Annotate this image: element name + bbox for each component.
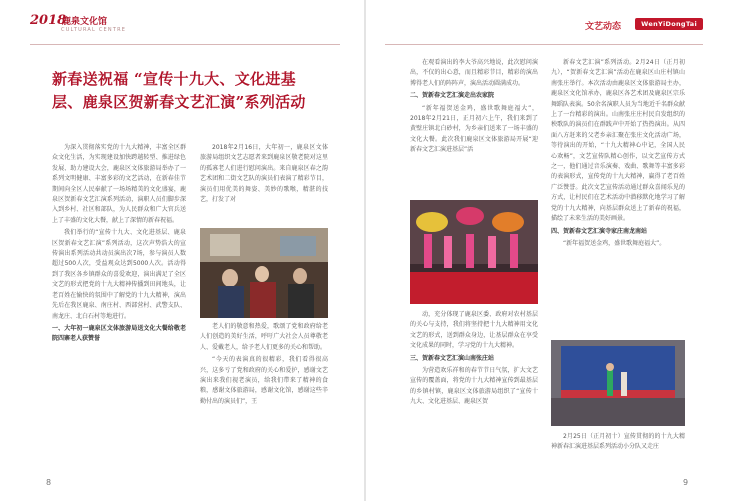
right-column-2-top	[551, 58, 685, 251]
paragraph: 老人们的敬意和热爱，歌颂了党和政府给老人们创造的美好生活，呼吁广大社会人员尊敬老人、爱戴老人，给予老人们更多的关心和帮助。	[200, 323, 328, 351]
section-heading: 一、大年初一鹿泉区文体旅游局送文化大餐给敬老院四寨老人获赞誉	[52, 324, 186, 343]
page-number-right: 9	[683, 478, 689, 487]
article-title	[52, 68, 342, 114]
right-page	[365, 0, 730, 501]
paragraph: “新年福贺送金鸡，盛世歌舞庭福大”。	[563, 239, 666, 247]
paragraph: 2月25日（正月初十）宣传贯彻的的十九大精神新春汇演进基层系列活动小分队又走庄	[551, 433, 685, 451]
brand-english: CULTURAL CENTRE	[61, 27, 127, 33]
paragraph: 动，充分体现了鹿泉区委、政府对农村基层的关心与支持，我们将坚持把十九大精神用文化文艺的形式，送到群众身边，让基层群众在享受文化成果的同时，学习党的十九大精神。	[410, 311, 538, 350]
section-heading: 三、贺新春文艺汇演山南张庄站	[410, 354, 495, 362]
section-title: 文艺动态	[584, 22, 621, 32]
brand-name: 鹿泉文化馆	[62, 17, 108, 27]
title-line-2: 层、鹿泉区贺新春文艺汇演”系列活动	[52, 93, 306, 111]
left-column-2-bottom	[200, 322, 328, 409]
page-number-left: 8	[46, 478, 52, 487]
paragraph: “今天的表演真的很精彩，我们看得很高兴，这多亏了党和政府的关心和爱护，感谢文艺演出来我们视老演员，给我们带来了精神的食粮，感谢文体旅游局，感谢文化馆，感谢这些辛勤付出的演员们”，王	[200, 356, 328, 405]
paragraph: 2018年2月16日，大年初一，鹿泉区文体旅游局组织文艺志愿者来到鹿泉区敬老院对这里的孤寡老人们进行慰问演出。来自鹿泉区春之韵艺术团和二街文艺队的演员们表演了精彩节目，演员们用优美的舞姿、美妙的歌喉，精湛的技艺，打发了对	[200, 144, 328, 204]
paragraph: 为深入贯彻落实党的十九大精神，丰富全区群众文化生活，为实现建设加快跨越转型、推进绿色发展、助力建设大会，鹿泉区文体旅游局举办了一系列文明健康、丰富多彩的文艺活动，在新春佳节期间向全区人民奉献了一场场精美的文化盛宴，鹿泉区贺新春文艺汇演系列活动，演职人员们脚步深入到乡村、社区和部队，为人民群众和广大官兵送上了丰盛的文化大餐，献上了深情的新春祝福。	[52, 144, 186, 224]
paragraph: “新年福贺送金鸡，盛世歌舞庭福大”，2018年2月21日，正月初六上午，我们来到了黄壁庄镇北白砂村，为乡亲们送来了一场丰盛的文化大餐。此次我们鹿泉区文体旅游局开展“迎新春文艺汇演进基层”活	[410, 104, 538, 154]
section-header	[385, 10, 703, 45]
nursing-home-photo	[200, 228, 328, 318]
right-column-2-bottom	[551, 432, 685, 455]
paragraph: 我们举行的“宣传十九大、文化进基层、鹿泉区贺新春文艺汇演”系列活动，这次声势浩大的宣传演出系列活动共动员演出次7场，参与演员人数超过500人次，受益观众达到5000人次。活动得到了我区各乡镇群众的喜爱欢迎，演出满足了全区文艺的形式把党的十九大精神传播到田间地头，让老百姓在愉快的氛围中了解党的十九大精神，演出先后在我区鹿泉、南庄村、西部营村、武警支队、南龙庄、北白石村等地进行。	[52, 229, 186, 320]
magazine-header	[30, 10, 340, 45]
paragraph: 新春文艺汇演”系列活动。2月24日（正月初九），“贺新春文艺汇演”活动在鹿泉区山庄村镇山南张庄举行。本次活动由鹿泉区文体旅游局主办，鹿泉区文化馆承办，鹿泉区各艺术团及鹿泉区宗乐舞蹈队表演。50余名演职人员为当地近千名群众献上了一台精彩的演出。山南张庄庄村民自发组织的秧歌队的演员们在群践声中开始了热热演出。从四面八方赶来的父老乡亲汇聚在张庄文化活动广场，等待演出的开始，“十九大精神心中记，全国人民心欢畅”，文艺宣传队精心创作，以文艺宣传方式之一，他们通过音乐演奏、戏曲、歌舞等丰富多彩的表演形式，宣传党的十九大精神，赢得了老百姓广泛赞誉。此次文艺宣传活动通过群众喜闻乐见的方式，让村民们在艺术活动中潜移默化地学习了解党的十九大精神，向基层群众送上了新春的祝福，描绘了未来生活的美好画景。	[551, 59, 685, 223]
performance-photo	[410, 200, 538, 304]
left-column-2-top	[200, 143, 328, 207]
title-line-1: 新春送祝福 “宣传十九大、文化进基	[52, 70, 296, 88]
stage-photo	[551, 340, 685, 426]
section-badge: WenYiDongTai	[635, 18, 703, 30]
logo: 2018	[30, 13, 67, 28]
section-heading: 二、贺新春文艺汇演走出农家院	[410, 92, 495, 100]
right-column-1-top	[410, 58, 538, 158]
section-heading: 四、贺新春文艺汇演寺家庄南龙南站	[551, 227, 648, 235]
paragraph: 在观看演出的李大爷高兴地说，此次慰问演出，不仅的出心意，而且精彩节目，精彩的演出博得老人们的阵阵声，演出活动圆满成功。	[410, 59, 538, 87]
left-column-1	[52, 143, 186, 347]
right-column-1-bottom	[410, 310, 538, 410]
paragraph: 为营造欢乐祥和的春节节日气氛，扩大文艺宣传的覆盖面，将党的十九大精神宣传到最基层的乡镇村镇，鹿泉区文体旅游局组织了“宣传十九大、文化进基层、鹿泉区贺	[410, 367, 538, 406]
